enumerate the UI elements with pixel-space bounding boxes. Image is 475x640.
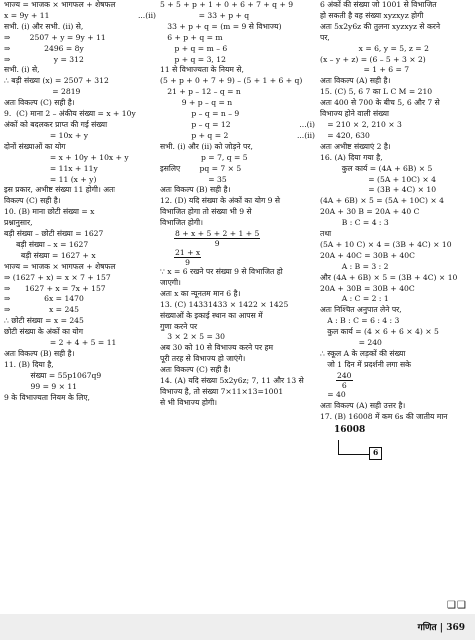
text-line: = 240 [320, 338, 382, 348]
text-line: p – q = 12 [160, 119, 231, 129]
fraction [336, 371, 353, 390]
text-line: जाएगी। [160, 277, 181, 287]
text-line: अतः विकल्प (A) सही उत्तर है। [320, 400, 406, 410]
text-line: संख्या = 55p1067q9 [4, 370, 102, 380]
numerator: 240 [337, 370, 352, 380]
text-line: पूरी तरह से विभाज्य हो जाएंगे। [160, 354, 246, 364]
text-line: 11 से विभाज्यता के नियम से, [160, 65, 244, 75]
text-line: विभाजित होगा तो संख्या भी 9 से [160, 207, 252, 217]
text-line: संख्याओं के इकाई स्थान का आपस में [160, 310, 263, 320]
text-line: अंकों को बदलकर प्राप्त की गई संख्या [4, 119, 108, 129]
fraction [174, 229, 260, 248]
equation-row [4, 11, 156, 22]
column-1 [4, 0, 156, 404]
page-footer [0, 614, 475, 640]
text-line: हो सकती है वह संख्या xyzxyz होगी [320, 10, 424, 20]
text-line: 17. (B) 16008 में कम 6s की जातीय मान [320, 411, 448, 421]
text-line: अतः विकल्प (B) सही है। [4, 349, 75, 358]
text-line: = 33 + p + q [160, 10, 250, 20]
text-line: ⇒ 1627 + x = 7x + 157 [4, 283, 106, 293]
text-line: भाज्य = भाजक × भागफल + शेषफल [4, 261, 116, 271]
text-line: p – q = n – 9 [160, 109, 240, 119]
fraction-line [320, 371, 472, 390]
text-line: अतः विकल्प (C) सही है। [160, 365, 231, 375]
text-line: ∴ स्कूल A के लड़कों की संख्या [320, 349, 406, 358]
text-line: ⇒ 6x = 1470 [4, 294, 84, 304]
text-line: अतः x का न्यूनतम मान 6 है। [160, 288, 241, 298]
text-line: अतः निश्चित अनुपात लेने पर, [320, 305, 402, 315]
text-line: = 1 + 6 = 7 [320, 65, 410, 75]
numerator: 21 + x [175, 248, 201, 258]
denominator: 6 [341, 380, 347, 390]
text-line: पर, [320, 32, 330, 42]
text-line: 99 = 9 × 11 [4, 381, 78, 391]
text-line: छोटी संख्या के अंकों का योग [4, 327, 83, 337]
text-line: तथा [320, 229, 332, 239]
text-line: ∵ x = 6 रखने पर संख्या 9 से विभाजित हो [160, 267, 283, 277]
denominator: 9 [185, 258, 190, 268]
page-number-label: गणित | 369 [417, 623, 465, 633]
denominator: 9 [214, 239, 220, 249]
text-line: प्रश्नानुसार, [4, 218, 33, 228]
text-line: विभाज्य है, तो संख्या 7×11×13=1001 [160, 387, 284, 396]
text-line: सभी. (i) और (ii) को जोड़ने पर, [160, 141, 253, 151]
text-line: 6 अंकों की संख्या जो 1001 से विभाजित [320, 0, 437, 9]
division-bracket [338, 435, 472, 460]
text-line: 11. (B) दिया है, [4, 359, 54, 369]
text-line: 5 + 5 + p + 1 + 0 + 6 + 7 + q + 9 [160, 0, 294, 9]
text-line: p + q = 3, 12 [160, 54, 226, 64]
text-line: विभाज्य होने वाली संख्या [320, 109, 389, 119]
text-line: 13. (C) 14331433 × 1422 × 1425 [160, 299, 289, 309]
fraction [174, 248, 201, 267]
text-line: B : C = 4 : 3 [320, 218, 389, 228]
text-line: सभी. (i) और सभी. (ii) से, [4, 21, 84, 31]
text-line: = 2819 [4, 87, 81, 97]
text-line: कुल कार्य = (4 × 6 + 6 × 4) × 5 [320, 327, 439, 337]
text-line: 14. (A) यदि संख्या 5x2y6z; 7, 11 और 13 से [160, 376, 304, 386]
text-line: 12. (D) यदि संख्या के अंकों का योग 9 से [160, 196, 281, 206]
text-line: ∴ छोटी संख्या = x = 245 [4, 316, 84, 326]
text-line: ⇒ y = 312 [4, 54, 84, 64]
text-line: (5A + 10 C) × 4 = (3B + 4C) × 10 [320, 239, 452, 249]
text-line: बड़ी संख्या – छोटी संख्या = 1627 [4, 229, 104, 239]
text-line: x = 6, y = 5, z = 2 [320, 43, 429, 53]
column-2 [160, 0, 315, 409]
text-line: p + q = m – 6 [160, 43, 228, 53]
text-line: बड़ी संख्या – x = 1627 [4, 239, 89, 249]
text-line: ⇒ 2507 + y = 9y + 11 [4, 32, 106, 42]
text-line: अतः विकल्प (B) सही है। [160, 185, 231, 195]
equation-row [160, 131, 315, 142]
text-line: 20A + 30 B = 20A + 40 C [320, 207, 420, 217]
text-line: = (5A + 10C) × 4 [320, 174, 436, 184]
text-line: = 11 (x + y) [4, 174, 97, 184]
text-line: 21 + p – 12 – q = n [160, 87, 241, 97]
text-line: = 420, 630 [320, 130, 370, 140]
text-line: x = 9y + 11 [4, 10, 50, 20]
division-number: 16008 [334, 424, 366, 435]
text-line: अतः विकल्प (A) सही है। [320, 76, 391, 86]
text-line: ⇒ 2496 = 8y [4, 43, 84, 53]
text-line: 9. (C) माना 2 – अंकीय संख्या = x + 10y [4, 109, 136, 119]
text-line: (4A + 6B) × 5 = (5A + 10C) × 4 [320, 196, 444, 206]
text-line: (x – y + z) = (6 – 5 + 3 × 2) [320, 54, 426, 64]
text-line: अतः 400 से 700 के बीच 5, 6 और 7 से [320, 98, 440, 108]
text-line: A : C = 2 : 1 [320, 294, 389, 304]
text-line: A : B : C = 6 : 4 : 3 [320, 316, 400, 326]
text-line: = 11x + 11y [4, 163, 98, 173]
text-line: भाज्य = भाजक × भागफल + शेषफल [4, 0, 116, 9]
text-line: अब 30 को 10 से विभाज्य करने पर हम [160, 343, 274, 353]
text-line: इसलिए pq = 7 × 5 [160, 163, 242, 173]
text-line: = (3B + 4C) × 10 [320, 185, 437, 195]
text-line: = 2 + 4 + 5 = 11 [4, 338, 117, 348]
text-line: 15. (C) 5, 6 7 का L C M = 210 [320, 87, 433, 97]
text-line: 9 के विभाज्यता नियम के लिए, [4, 392, 90, 402]
text-line: = 10x + y [4, 130, 89, 140]
text-line: से भी विभाज्य होगी। [160, 397, 218, 407]
text-line: 20A + 40C = 30B + 40C [320, 250, 415, 260]
column-3 [320, 0, 472, 460]
text-line: अतः विकल्प (C) सही है। [4, 98, 75, 108]
text-line: और (4A + 6B) × 5 = (3B + 4C) × 10 [320, 272, 458, 282]
text-line: इस प्रकार, अभीष्ट संख्या 11 होगी। अतः [4, 185, 115, 195]
text-line: ⇒ x = 245 [4, 305, 79, 315]
text-line: 10. (B) माना छोटी संख्या = x [4, 207, 95, 217]
text-line: = x + 10y + 10x + y [4, 152, 129, 162]
text-line: विकल्प (C) सही है। [4, 196, 61, 206]
text-line: ⇒ (1627 + x) = x × 7 + 157 [4, 272, 111, 282]
text-line: दोनों संख्याओं का योग [4, 141, 66, 151]
text-line: गुणा करने पर [160, 321, 198, 331]
text-line: 33 + p + q = (m = 9 से विभाज्य) [160, 21, 282, 31]
text-line: 16. (A) दिया गया है, [320, 152, 383, 162]
text-line: अतः अभीष्ट संख्याएं 2 है। [320, 141, 391, 151]
text-line: = 210 × 2, 210 × 3 [320, 119, 402, 129]
text-line: बड़ी संख्या = 1627 + x [4, 250, 96, 260]
equation-tag: ...(ii) [296, 130, 315, 140]
end-squares: ❑❑ [447, 600, 467, 611]
text-line: 20A + 30B = 30B + 40C [320, 283, 415, 293]
text-line: 9 + p – q = n [160, 98, 233, 108]
text-line: सभी. (i) से, [4, 65, 40, 75]
text-line: 3 × 2 × 5 = 30 [160, 332, 225, 342]
equation-tag: ...(i) [299, 119, 315, 129]
text-line: p = 7, q = 5 [160, 152, 248, 162]
division-result: 6 [369, 447, 382, 460]
equation-tag: ...(ii) [137, 10, 156, 20]
text-line: 6 + p + q = m [160, 32, 223, 42]
text-line: विभाजित होगी। [160, 218, 203, 228]
text-line: कुल कार्य = (4A + 6B) × 5 [320, 163, 433, 173]
text-line: जो 1 दिन में प्रदर्शनी लगा सके [320, 359, 411, 369]
division-diagram [320, 425, 472, 461]
fraction-line [160, 229, 315, 248]
equation-row [160, 120, 315, 131]
text-line: p + q = 2 [160, 130, 229, 140]
numerator: 8 + x + 5 + 2 + 1 + 5 [175, 229, 260, 239]
text-line: ∴ बड़ी संख्या (x) = 2507 + 312 [4, 76, 109, 86]
text-line: = 35 [160, 174, 227, 184]
text-line: A : B = 3 : 2 [320, 261, 389, 271]
text-line: अतः 5x2y6z की तुलना xyzxyz से करने [320, 21, 441, 31]
text-line: (5 + p + 0 + 7 + 9) – (5 + 1 + 6 + q) [160, 76, 303, 86]
text-line: = 40 [320, 389, 346, 399]
fraction-line [160, 248, 315, 267]
